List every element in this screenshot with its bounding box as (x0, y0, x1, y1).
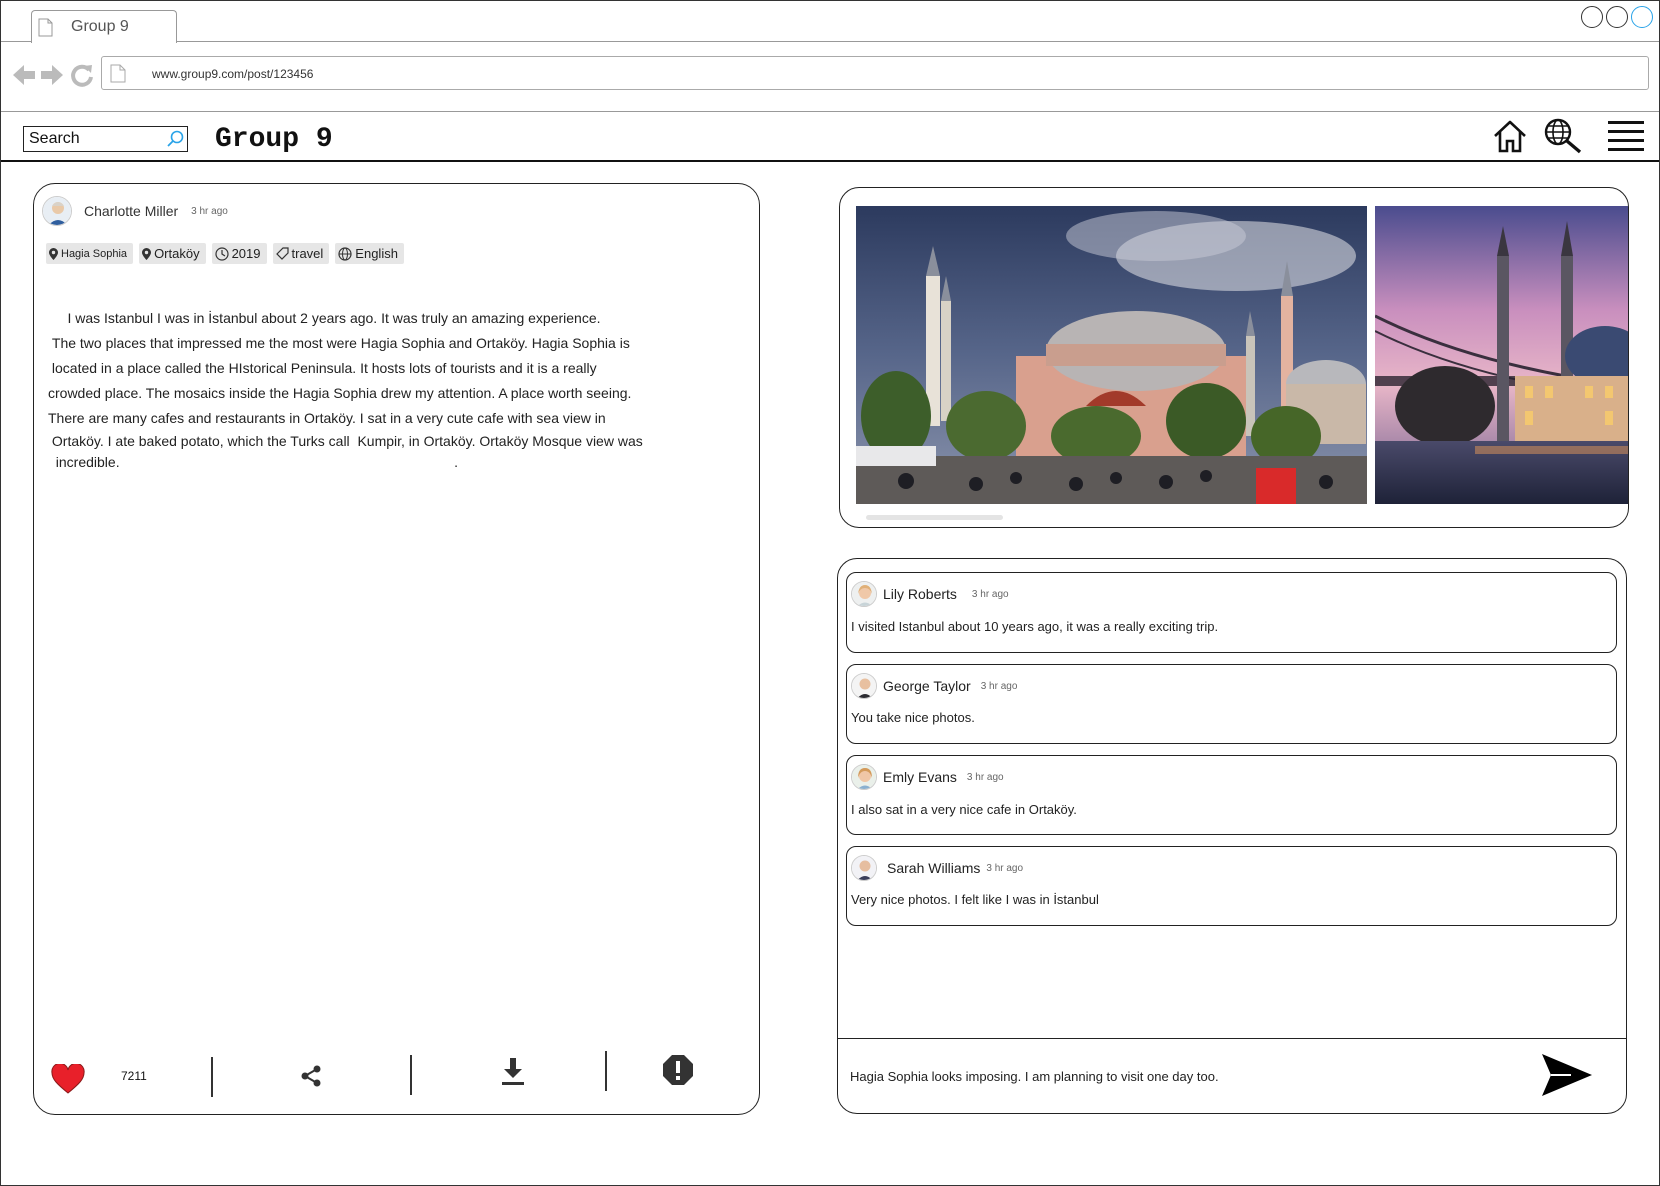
clock-icon (215, 247, 229, 261)
tag-label: English (355, 246, 398, 261)
avatar[interactable] (851, 581, 877, 607)
post-line: incredible. . (48, 454, 458, 470)
comment-card (846, 664, 1617, 744)
comment-header (851, 581, 1009, 607)
globe-search-icon[interactable] (1543, 118, 1583, 154)
forward-arrow-icon[interactable] (39, 62, 65, 88)
post-line: located in a place called the HIstorical Peninsula. It hosts lots of tourists and it is a really (48, 360, 597, 376)
commenter-name[interactable]: Sarah Williams (887, 860, 981, 876)
url-field[interactable] (101, 56, 1649, 90)
tab-bar (1, 1, 1659, 42)
tag-language[interactable] (335, 243, 404, 264)
post-time: 3 hr ago (191, 205, 228, 217)
avatar[interactable] (851, 855, 877, 881)
download-icon[interactable] (500, 1056, 526, 1086)
address-bar-row (1, 42, 1659, 112)
comment-card (846, 755, 1617, 835)
comment-text: Very nice photos. I felt like I was in İstanbul (851, 892, 1099, 907)
comment-header (851, 855, 1023, 881)
page-icon (110, 64, 126, 83)
globe-icon (338, 247, 352, 261)
tag-label: Hagia Sophia (61, 247, 128, 260)
post-line: The two places that impressed me the most were Hagia Sophia and Ortaköy. Hagia Sophia is (48, 335, 630, 351)
tab-title: Group 9 (71, 18, 129, 35)
comment-time: 3 hr ago (980, 680, 1018, 692)
divider (410, 1055, 412, 1095)
search-icon[interactable] (166, 130, 184, 148)
commenter-name[interactable]: Emly Evans (883, 769, 957, 785)
comments-panel (837, 558, 1627, 1114)
window-controls (1581, 6, 1653, 28)
comment-header (851, 673, 1017, 699)
send-icon[interactable] (1541, 1053, 1593, 1097)
tag-location[interactable] (139, 243, 206, 264)
app-header (1, 112, 1659, 162)
tag-icon (276, 247, 289, 260)
tag-category[interactable] (273, 243, 330, 264)
report-icon[interactable] (662, 1054, 694, 1086)
search-placeholder: Search (29, 130, 80, 147)
avatar[interactable] (851, 673, 877, 699)
post-line: There are many cafes and restaurants in Ortaköy. I sat in a very cute cafe with sea view in (48, 410, 606, 426)
heart-icon[interactable] (51, 1064, 85, 1094)
tag-list (46, 243, 404, 264)
comment-header (851, 764, 1004, 790)
comment-time: 3 hr ago (986, 862, 1024, 874)
comment-time: 3 hr ago (971, 588, 1009, 600)
comment-time: 3 hr ago (966, 771, 1004, 783)
comment-text: You take nice photos. (851, 710, 975, 725)
page-icon (38, 18, 53, 37)
post-card (33, 183, 760, 1115)
post-author (42, 196, 228, 226)
photo-gallery (839, 187, 1629, 528)
tag-location[interactable] (46, 243, 133, 264)
maximize-button[interactable] (1606, 6, 1628, 28)
browser-tab[interactable] (31, 10, 177, 43)
post-actions (34, 1034, 759, 1114)
search-input[interactable] (23, 126, 188, 152)
post-line: Ortaköy. I ate baked potato, which the Turks call Kumpir, in Ortaköy. Ortaköy Mosque view was (48, 433, 643, 449)
url-text: www.group9.com/post/123456 (152, 67, 314, 81)
gallery-scrollbar[interactable] (866, 515, 1003, 520)
tag-label: travel (291, 246, 324, 261)
back-arrow-icon[interactable] (11, 62, 37, 88)
menu-icon[interactable] (1607, 118, 1645, 154)
comment-input-text[interactable]: Hagia Sophia looks imposing. I am planning to visit one day too. (850, 1069, 1219, 1084)
comment-input[interactable] (838, 1038, 1626, 1113)
comment-text: I visited Istanbul about 10 years ago, it was a really exciting trip. (851, 619, 1219, 634)
comment-card (846, 572, 1617, 653)
tag-year[interactable] (212, 243, 267, 264)
post-body (48, 306, 708, 473)
site-title: Group 9 (215, 124, 333, 155)
tag-label: Ortaköy (154, 246, 200, 261)
share-icon[interactable] (299, 1064, 323, 1088)
comment-text: I also sat in a very nice cafe in Ortaköy. (851, 802, 1077, 817)
location-pin-icon (49, 248, 58, 260)
commenter-name[interactable]: George Taylor (883, 678, 971, 694)
hagia-sophia-photo[interactable] (856, 206, 1367, 504)
comment-card (846, 846, 1617, 926)
minimize-button[interactable] (1581, 6, 1603, 28)
avatar[interactable] (42, 196, 72, 226)
author-name[interactable]: Charlotte Miller (84, 203, 179, 219)
commenter-name[interactable]: Lily Roberts (883, 586, 957, 602)
post-line: crowded place. The mosaics inside the Hagia Sophia drew my attention. A place worth seeing. (48, 385, 632, 401)
refresh-icon[interactable] (70, 62, 94, 88)
avatar[interactable] (851, 764, 877, 790)
close-button[interactable] (1631, 6, 1653, 28)
tag-label: 2019 (231, 246, 261, 261)
home-icon[interactable] (1492, 118, 1528, 154)
ortakoy-mosque-photo[interactable] (1375, 206, 1629, 504)
post-line: I was Istanbul I was in İstanbul about 2 years ago. It was truly an amazing experience. (48, 310, 601, 326)
like-count: 7211 (121, 1069, 147, 1083)
location-pin-icon (142, 248, 151, 260)
divider (211, 1057, 213, 1097)
divider (605, 1051, 607, 1091)
